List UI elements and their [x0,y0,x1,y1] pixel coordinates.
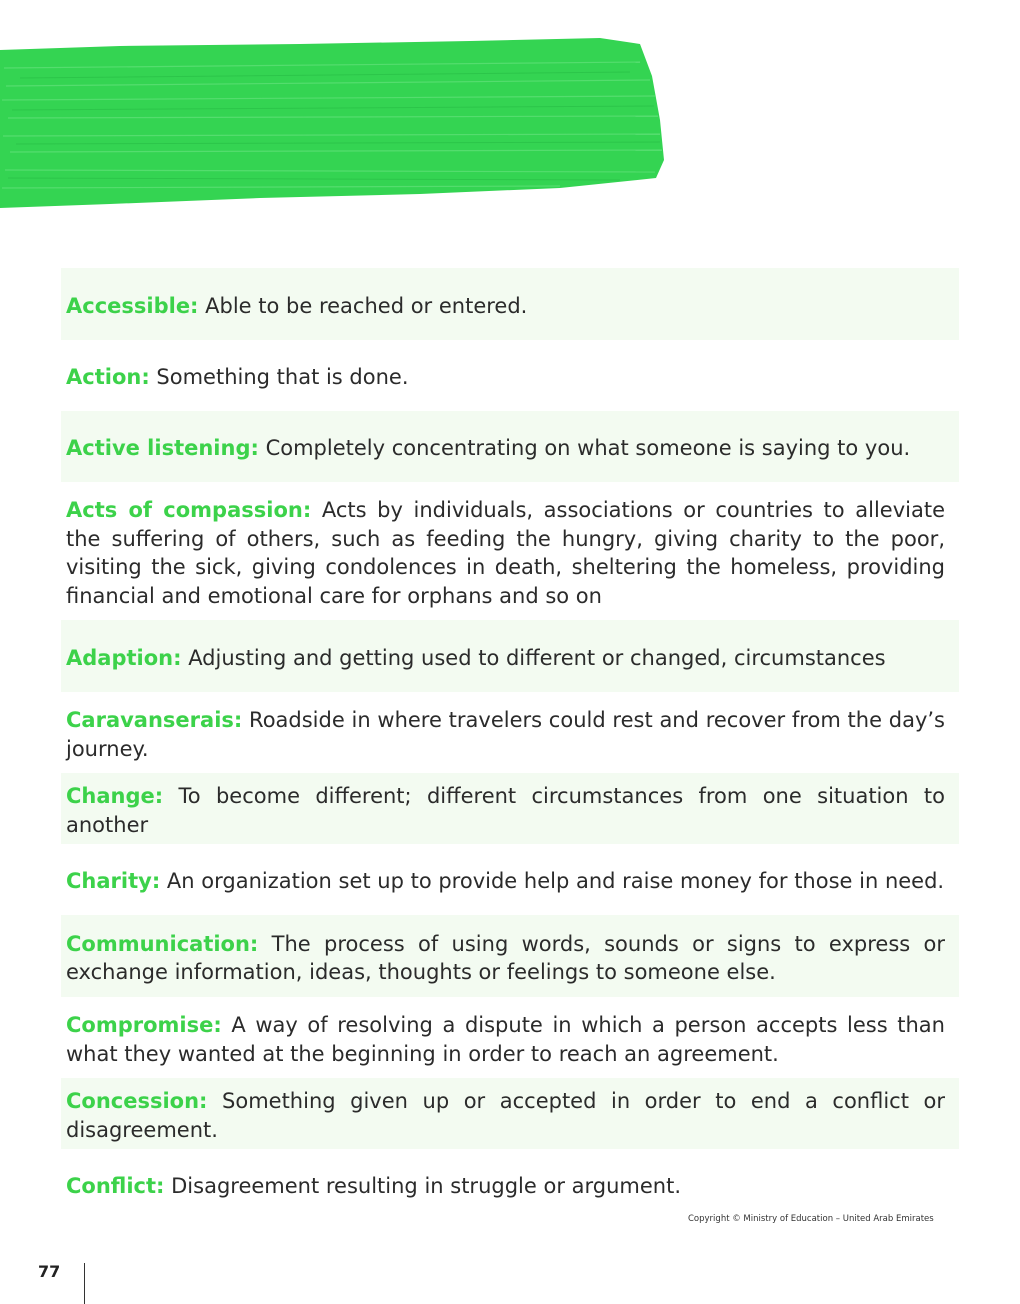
glossary-term: Accessible: [66,293,199,318]
green-brush-stroke [0,38,666,210]
glossary-entry [61,411,959,482]
glossary-entry [61,844,959,915]
glossary-term: Conflict: [66,1174,165,1199]
glossary-definition: Acts by individuals, associations or countries to alleviate the suffering of others, such as feeding the hungry, giving charity to the poor, visiting the sick, giving condolences in death, sheltering the homeless, providing financial and emotional care for orphans and so on [66,498,945,608]
glossary-term: Charity: [66,869,161,894]
glossary-term: Communication: [66,931,259,956]
copyright-notice: Copyright © Ministry of Education – United Arab Emirates [688,1214,934,1224]
glossary-term: Concession: [66,1089,208,1113]
glossary-term: Change: [66,784,164,808]
glossary-definition: Something that is done. [156,365,409,390]
glossary-entry [61,1078,959,1149]
glossary-entry [61,340,959,411]
glossary-list [61,268,959,1220]
glossary-entry [61,482,959,620]
glossary-entry [61,620,959,692]
glossary-term: Action: [66,365,150,390]
glossary-definition: To become different; different circumstances from one situation to another [66,784,945,837]
glossary-entry [61,692,959,773]
glossary-entry [61,997,959,1078]
glossary-entry [61,1149,959,1220]
glossary-term: Active listening: [66,436,259,461]
glossary-entry [61,773,959,844]
glossary-definition: Adjusting and getting used to different or changed, circumstances [188,645,886,670]
page-number-divider [84,1263,85,1304]
glossary-term: Caravanserais: [66,708,243,732]
glossary-definition: Able to be reached or entered. [205,293,528,318]
glossary-term: Acts of compassion: [66,498,312,522]
page-number: 77 [38,1262,61,1281]
glossary-entry [61,268,959,340]
glossary-definition: Roadside in where travelers could rest and recover from the day’s journey. [66,708,945,761]
glossary-definition: Disagreement resulting in struggle or argument. [171,1174,681,1199]
glossary-definition: The process of using words, sounds or signs to express or exchange information, ideas, thoughts or feelings to someone else. [66,931,945,984]
glossary-term: Compromise: [66,1013,222,1037]
glossary-definition: Something given up or accepted in order to end a conflict or disagreement. [66,1089,945,1142]
glossary-term: Adaption: [66,645,182,670]
glossary-definition: An organization set up to provide help and raise money for those in need. [166,869,945,894]
glossary-entry [61,915,959,997]
glossary-definition: Completely concentrating on what someone is saying to you. [265,436,911,461]
glossary-definition: A way of resolving a dispute in which a person accepts less than what they wanted at the beginning in order to reach an agreement. [66,1013,945,1066]
